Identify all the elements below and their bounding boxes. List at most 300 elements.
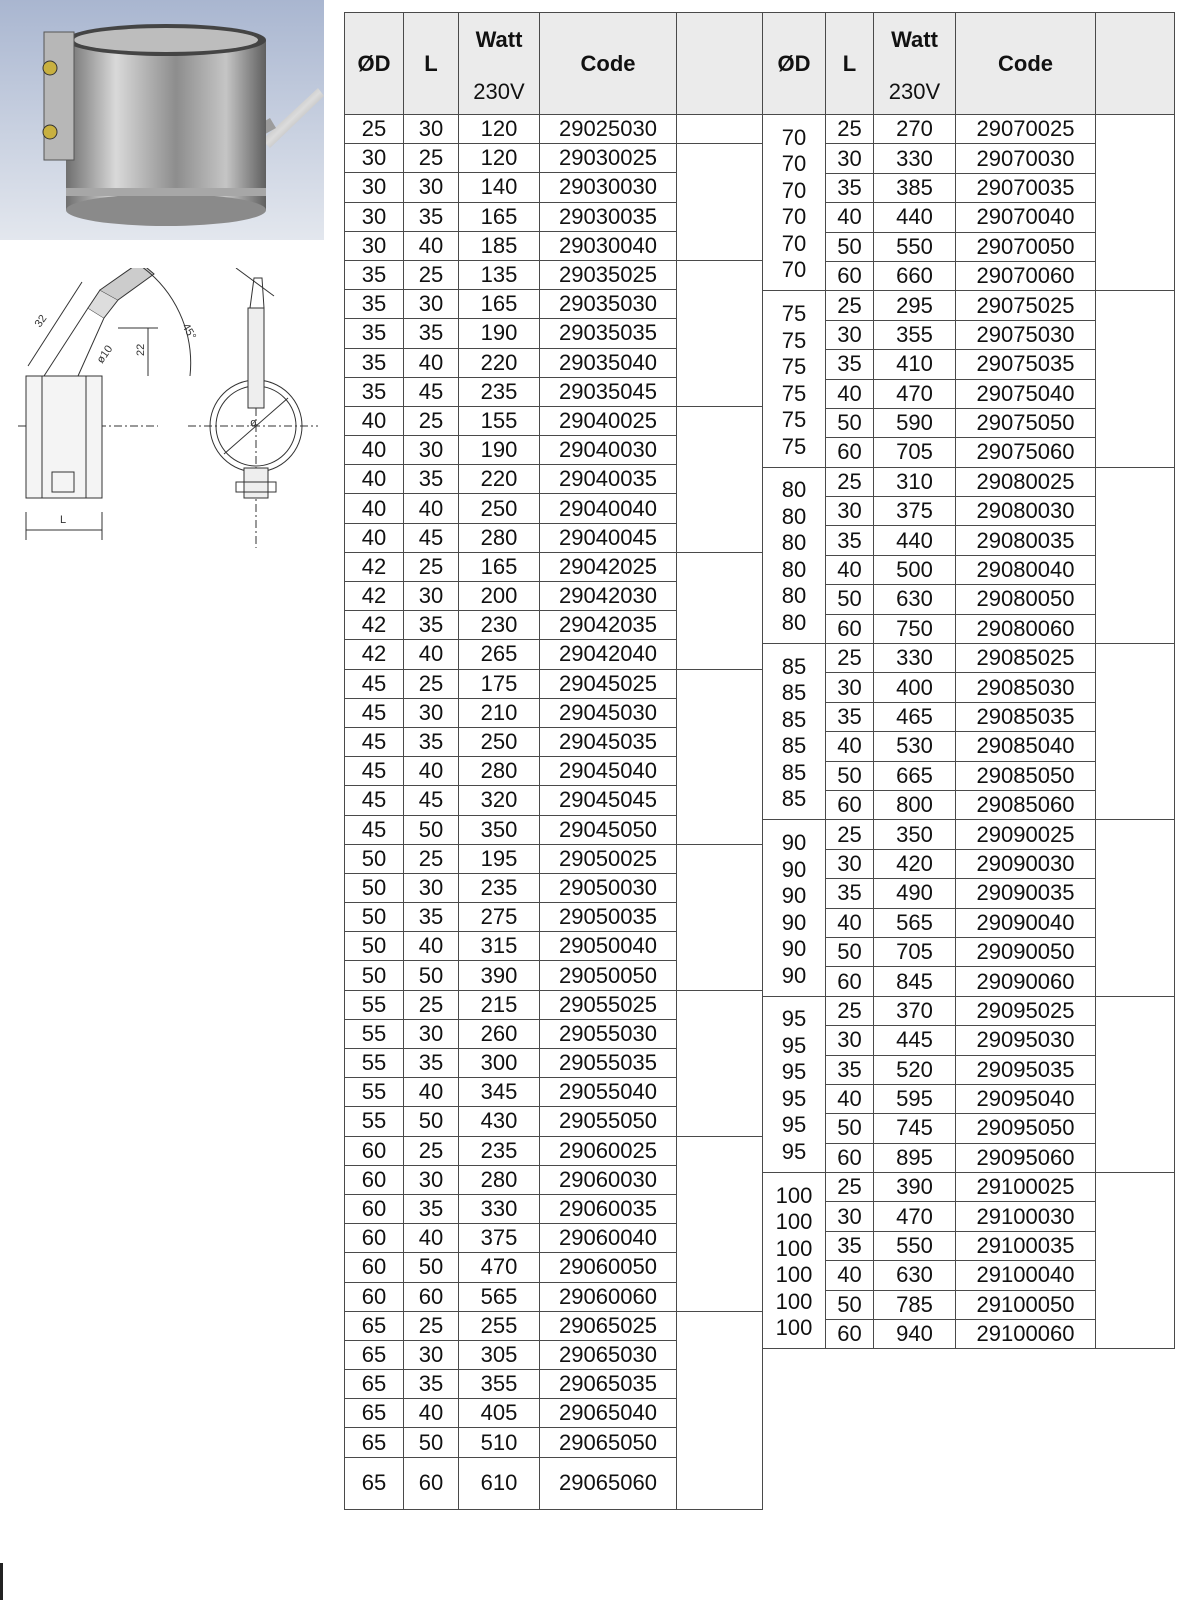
cell-l: 50 (826, 232, 874, 261)
cell-l: 40 (404, 932, 459, 961)
cell-l: 30 (404, 582, 459, 611)
cell-watt: 195 (459, 844, 540, 873)
cell-blank (1096, 232, 1175, 261)
cell-blank (677, 582, 763, 611)
cell-blank (1096, 908, 1175, 937)
cell-blank (677, 144, 763, 173)
cell-blank (677, 260, 763, 289)
cell-od: 80 (781, 503, 807, 529)
cell-blank (677, 1194, 763, 1223)
cell-blank (677, 698, 763, 727)
table-row (345, 1049, 763, 1078)
header-watt-label: Watt (891, 27, 938, 52)
cell-l: 40 (826, 379, 874, 408)
cell-blank (1096, 144, 1175, 173)
cell-l: 60 (826, 790, 874, 819)
cell-code: 29085035 (956, 702, 1096, 731)
cell-od: 95 (781, 1138, 807, 1164)
cell-l: 40 (826, 908, 874, 937)
cell-code: 29030025 (540, 144, 677, 173)
cell-l: 40 (826, 1261, 874, 1290)
cell-code: 29055025 (540, 990, 677, 1019)
cell-blank (1096, 849, 1175, 878)
cell-code: 29070035 (956, 173, 1096, 202)
table-row (345, 1311, 763, 1340)
cell-l: 60 (826, 438, 874, 467)
cell-blank (1096, 761, 1175, 790)
cell-l: 60 (826, 1320, 874, 1349)
cell-l: 35 (826, 1231, 874, 1260)
cell-od: 60 (345, 1165, 404, 1194)
cell-l: 50 (826, 761, 874, 790)
cell-code: 29050035 (540, 903, 677, 932)
cell-watt: 470 (874, 379, 956, 408)
cell-code: 29065040 (540, 1399, 677, 1428)
cell-watt: 255 (459, 1311, 540, 1340)
cell-od: 55 (345, 1049, 404, 1078)
cell-l: 25 (404, 1136, 459, 1165)
cell-l: 30 (826, 497, 874, 526)
cell-od: 35 (345, 348, 404, 377)
cell-watt: 565 (874, 908, 956, 937)
cell-watt: 190 (459, 319, 540, 348)
cell-blank (677, 115, 763, 144)
cell-code: 29045040 (540, 757, 677, 786)
cell-l: 25 (826, 115, 874, 144)
cell-watt: 750 (874, 614, 956, 643)
cell-code: 29080030 (956, 497, 1096, 526)
table-row (345, 1428, 763, 1457)
cell-l: 30 (404, 173, 459, 202)
cell-code: 29100035 (956, 1231, 1096, 1260)
cell-blank (1096, 291, 1175, 320)
cell-blank (1096, 644, 1175, 673)
cell-od: 70 (781, 204, 807, 230)
cell-od: 100 (775, 1182, 813, 1208)
cell-od: 40 (345, 436, 404, 465)
cell-watt: 280 (459, 523, 540, 552)
spec-table-right-body (763, 115, 1175, 1349)
cell-od: 85 (781, 653, 807, 679)
cell-blank (1096, 408, 1175, 437)
table-row (345, 669, 763, 698)
cell-l: 40 (826, 1084, 874, 1113)
cell-code: 29085030 (956, 673, 1096, 702)
cell-blank (1096, 1290, 1175, 1319)
cell-watt: 800 (874, 790, 956, 819)
cell-l: 40 (404, 348, 459, 377)
cell-watt: 165 (459, 552, 540, 581)
cell-l: 35 (404, 727, 459, 756)
cell-watt: 370 (874, 996, 956, 1025)
length-label: L (60, 514, 67, 526)
cell-l: 60 (826, 614, 874, 643)
cell-od: 55 (345, 990, 404, 1019)
cell-blank (1096, 996, 1175, 1025)
spec-table-left-body (345, 115, 763, 1510)
cell-watt: 135 (459, 260, 540, 289)
cell-watt: 785 (874, 1290, 956, 1319)
cell-code: 29070030 (956, 144, 1096, 173)
table-row (763, 115, 1175, 144)
cell-l: 25 (404, 260, 459, 289)
cell-watt: 175 (459, 669, 540, 698)
cell-code: 29100030 (956, 1202, 1096, 1231)
cell-l: 35 (826, 1055, 874, 1084)
table-row (345, 1282, 763, 1311)
cell-watt: 745 (874, 1114, 956, 1143)
table-row (345, 1457, 763, 1509)
header-voltage-label: 230V (473, 79, 525, 104)
cell-od: 42 (345, 640, 404, 669)
cell-watt: 250 (459, 727, 540, 756)
cell-code: 29045045 (540, 786, 677, 815)
cell-l: 30 (404, 1165, 459, 1194)
cell-code: 29040040 (540, 494, 677, 523)
table-row (763, 644, 1175, 673)
cell-code: 29040025 (540, 406, 677, 435)
cell-code: 29040045 (540, 523, 677, 552)
cell-l: 50 (404, 815, 459, 844)
cell-watt: 330 (459, 1194, 540, 1223)
cell-blank (1096, 467, 1175, 496)
cell-od: 85 (781, 786, 807, 812)
cell-od: 75 (781, 380, 807, 406)
cell-od: 42 (345, 552, 404, 581)
cell-code: 29042035 (540, 611, 677, 640)
cell-od: 100 (775, 1288, 813, 1314)
cell-watt: 610 (459, 1457, 540, 1509)
table-row (345, 844, 763, 873)
cell-l: 30 (826, 849, 874, 878)
cell-blank (1096, 379, 1175, 408)
cell-l: 25 (826, 820, 874, 849)
cell-code: 29060040 (540, 1224, 677, 1253)
cell-blank (677, 1282, 763, 1311)
table-row (345, 260, 763, 289)
cell-od: 85 (781, 706, 807, 732)
cell-blank (1096, 438, 1175, 467)
cell-l: 60 (404, 1457, 459, 1509)
cell-od: 65 (345, 1457, 404, 1509)
cell-blank (677, 436, 763, 465)
header-watt-label: Watt (475, 27, 523, 52)
cell-blank (1096, 820, 1175, 849)
cell-code: 29035025 (540, 260, 677, 289)
cell-blank (1096, 320, 1175, 349)
cell-blank (1096, 173, 1175, 202)
header-blank (1096, 13, 1175, 115)
cell-blank (1096, 1055, 1175, 1084)
cell-l: 50 (404, 1107, 459, 1136)
cell-od: 100 (775, 1315, 813, 1341)
cell-watt: 235 (459, 1136, 540, 1165)
cell-od-group (763, 115, 826, 291)
cell-watt: 705 (874, 937, 956, 966)
cell-code: 29035035 (540, 319, 677, 348)
cell-watt: 215 (459, 990, 540, 1019)
cell-l: 60 (826, 261, 874, 290)
header-l: L (826, 13, 874, 115)
dim-32-label: 32 (32, 312, 50, 330)
cell-l: 50 (826, 408, 874, 437)
cell-code: 29070040 (956, 203, 1096, 232)
cell-blank (1096, 879, 1175, 908)
cell-blank (677, 173, 763, 202)
cell-watt: 320 (459, 786, 540, 815)
cell-code: 29075030 (956, 320, 1096, 349)
table-row (345, 698, 763, 727)
cell-l: 40 (404, 1224, 459, 1253)
cell-l: 50 (826, 585, 874, 614)
table-row (345, 1194, 763, 1223)
cell-l: 40 (404, 757, 459, 786)
cell-code: 29030035 (540, 202, 677, 231)
cell-watt: 165 (459, 290, 540, 319)
cell-od: 60 (345, 1194, 404, 1223)
cell-code: 29055035 (540, 1049, 677, 1078)
cell-blank (1096, 115, 1175, 144)
cell-od: 65 (345, 1340, 404, 1369)
cell-code: 29035030 (540, 290, 677, 319)
cell-code: 29090030 (956, 849, 1096, 878)
table-row (345, 786, 763, 815)
header-l: L (404, 13, 459, 115)
cell-code: 29095030 (956, 1026, 1096, 1055)
cell-watt: 190 (459, 436, 540, 465)
cell-watt: 390 (874, 1173, 956, 1202)
cell-od: 100 (775, 1262, 813, 1288)
table-row (763, 996, 1175, 1025)
cell-od: 95 (781, 1032, 807, 1058)
cell-watt: 280 (459, 757, 540, 786)
cell-blank (677, 669, 763, 698)
cell-od: 65 (345, 1428, 404, 1457)
cell-od: 85 (781, 759, 807, 785)
cell-code: 29085050 (956, 761, 1096, 790)
cell-od: 35 (345, 377, 404, 406)
cell-l: 25 (404, 1311, 459, 1340)
cell-l: 25 (404, 144, 459, 173)
cell-watt: 220 (459, 465, 540, 494)
cell-code: 29040035 (540, 465, 677, 494)
cell-od: 40 (345, 465, 404, 494)
cell-l: 50 (826, 937, 874, 966)
cell-l: 45 (404, 523, 459, 552)
cell-blank (1096, 673, 1175, 702)
cell-blank (677, 1019, 763, 1048)
cell-watt: 280 (459, 1165, 540, 1194)
cell-watt: 375 (459, 1224, 540, 1253)
cell-l: 35 (826, 702, 874, 731)
cell-blank (677, 377, 763, 406)
cell-blank (1096, 585, 1175, 614)
cell-blank (677, 1224, 763, 1253)
cell-blank (1096, 555, 1175, 584)
cell-watt: 210 (459, 698, 540, 727)
cell-od: 60 (345, 1136, 404, 1165)
cell-code: 29060050 (540, 1253, 677, 1282)
cell-watt: 305 (459, 1340, 540, 1369)
cell-code: 29060035 (540, 1194, 677, 1223)
table-row (345, 1340, 763, 1369)
cell-l: 25 (826, 467, 874, 496)
cell-od: 70 (781, 230, 807, 256)
cell-watt: 220 (459, 348, 540, 377)
cell-l: 30 (826, 144, 874, 173)
cell-od: 65 (345, 1399, 404, 1428)
cell-od: 45 (345, 815, 404, 844)
cell-od: 100 (775, 1235, 813, 1261)
cell-l: 40 (404, 640, 459, 669)
cell-od: 35 (345, 290, 404, 319)
cell-l: 60 (404, 1282, 459, 1311)
cell-blank (677, 465, 763, 494)
header-code: Code (956, 13, 1096, 115)
table-row (345, 1224, 763, 1253)
cell-blank (1096, 1114, 1175, 1143)
cell-od: 65 (345, 1311, 404, 1340)
cell-code: 29050030 (540, 873, 677, 902)
cell-blank (677, 1107, 763, 1136)
table-row (345, 1136, 763, 1165)
cell-l: 40 (404, 494, 459, 523)
cell-blank (677, 640, 763, 669)
cell-blank (677, 494, 763, 523)
cell-l: 50 (826, 1114, 874, 1143)
cell-code: 29075025 (956, 291, 1096, 320)
cell-od: 40 (345, 406, 404, 435)
cell-code: 29070060 (956, 261, 1096, 290)
cell-od: 50 (345, 844, 404, 873)
product-photo (0, 0, 324, 240)
cell-code: 29065030 (540, 1340, 677, 1369)
cell-blank (677, 903, 763, 932)
cell-od: 42 (345, 611, 404, 640)
cell-watt: 165 (459, 202, 540, 231)
cell-watt: 630 (874, 585, 956, 614)
cell-code: 29090050 (956, 937, 1096, 966)
cell-od-group (763, 1173, 826, 1349)
cell-l: 30 (826, 320, 874, 349)
table-row (345, 144, 763, 173)
cell-blank (677, 523, 763, 552)
cell-blank (1096, 1261, 1175, 1290)
cell-od: 50 (345, 961, 404, 990)
cell-l: 35 (404, 1194, 459, 1223)
cell-code: 29045025 (540, 669, 677, 698)
cell-code: 29085040 (956, 732, 1096, 761)
cell-blank (677, 961, 763, 990)
cell-l: 30 (404, 1340, 459, 1369)
table-row (345, 465, 763, 494)
cell-od: 90 (781, 936, 807, 962)
cell-watt: 550 (874, 232, 956, 261)
cell-code: 29042030 (540, 582, 677, 611)
cell-blank (677, 873, 763, 902)
cell-od: 30 (345, 231, 404, 260)
cell-od: 42 (345, 582, 404, 611)
cell-watt: 440 (874, 203, 956, 232)
cell-l: 30 (404, 290, 459, 319)
cell-od: 70 (781, 124, 807, 150)
cell-code: 29055040 (540, 1078, 677, 1107)
cell-l: 40 (826, 732, 874, 761)
cell-code: 29050025 (540, 844, 677, 873)
cell-blank (1096, 1143, 1175, 1172)
cell-blank (677, 1370, 763, 1399)
cell-watt: 400 (874, 673, 956, 702)
cell-watt: 440 (874, 526, 956, 555)
cell-watt: 300 (459, 1049, 540, 1078)
cell-l: 35 (404, 611, 459, 640)
header-blank (677, 13, 763, 115)
cell-blank (677, 1340, 763, 1369)
table-row (345, 815, 763, 844)
technical-drawing (18, 268, 318, 558)
cell-code: 29075040 (956, 379, 1096, 408)
cell-l: 25 (404, 990, 459, 1019)
cell-l: 50 (404, 1428, 459, 1457)
cell-watt: 430 (459, 1107, 540, 1136)
table-row (345, 1019, 763, 1048)
cell-code: 29080035 (956, 526, 1096, 555)
cell-code: 29100050 (956, 1290, 1096, 1319)
table-row (345, 173, 763, 202)
cell-watt: 565 (459, 1282, 540, 1311)
cell-blank (677, 290, 763, 319)
cell-watt: 660 (874, 261, 956, 290)
cell-code: 29070050 (956, 232, 1096, 261)
cell-code: 29095050 (956, 1114, 1096, 1143)
cell-od: 35 (345, 319, 404, 348)
cell-l: 35 (826, 879, 874, 908)
cell-watt: 270 (874, 115, 956, 144)
cell-code: 29060025 (540, 1136, 677, 1165)
table-row (345, 231, 763, 260)
table-row (345, 1253, 763, 1282)
cell-watt: 375 (874, 497, 956, 526)
cell-l: 25 (404, 406, 459, 435)
table-row (763, 820, 1175, 849)
cell-blank (677, 990, 763, 1019)
cell-od: 65 (345, 1370, 404, 1399)
cell-code: 29042025 (540, 552, 677, 581)
cell-code: 29080040 (956, 555, 1096, 584)
cell-od: 85 (781, 733, 807, 759)
cell-watt: 330 (874, 144, 956, 173)
cell-od: 80 (781, 556, 807, 582)
cell-watt: 120 (459, 115, 540, 144)
cell-od: 80 (781, 609, 807, 635)
cell-code: 29095035 (956, 1055, 1096, 1084)
cell-blank (677, 1253, 763, 1282)
cell-blank (677, 406, 763, 435)
cell-code: 29095025 (956, 996, 1096, 1025)
cell-code: 29065035 (540, 1370, 677, 1399)
cell-l: 35 (404, 1370, 459, 1399)
cell-code: 29090040 (956, 908, 1096, 937)
cell-od: 100 (775, 1209, 813, 1235)
cell-l: 25 (404, 669, 459, 698)
cell-watt: 350 (459, 815, 540, 844)
cell-watt: 120 (459, 144, 540, 173)
cell-watt: 410 (874, 350, 956, 379)
cell-watt: 200 (459, 582, 540, 611)
cell-od: 75 (781, 301, 807, 327)
cell-od: 60 (345, 1253, 404, 1282)
cell-code: 29075060 (956, 438, 1096, 467)
